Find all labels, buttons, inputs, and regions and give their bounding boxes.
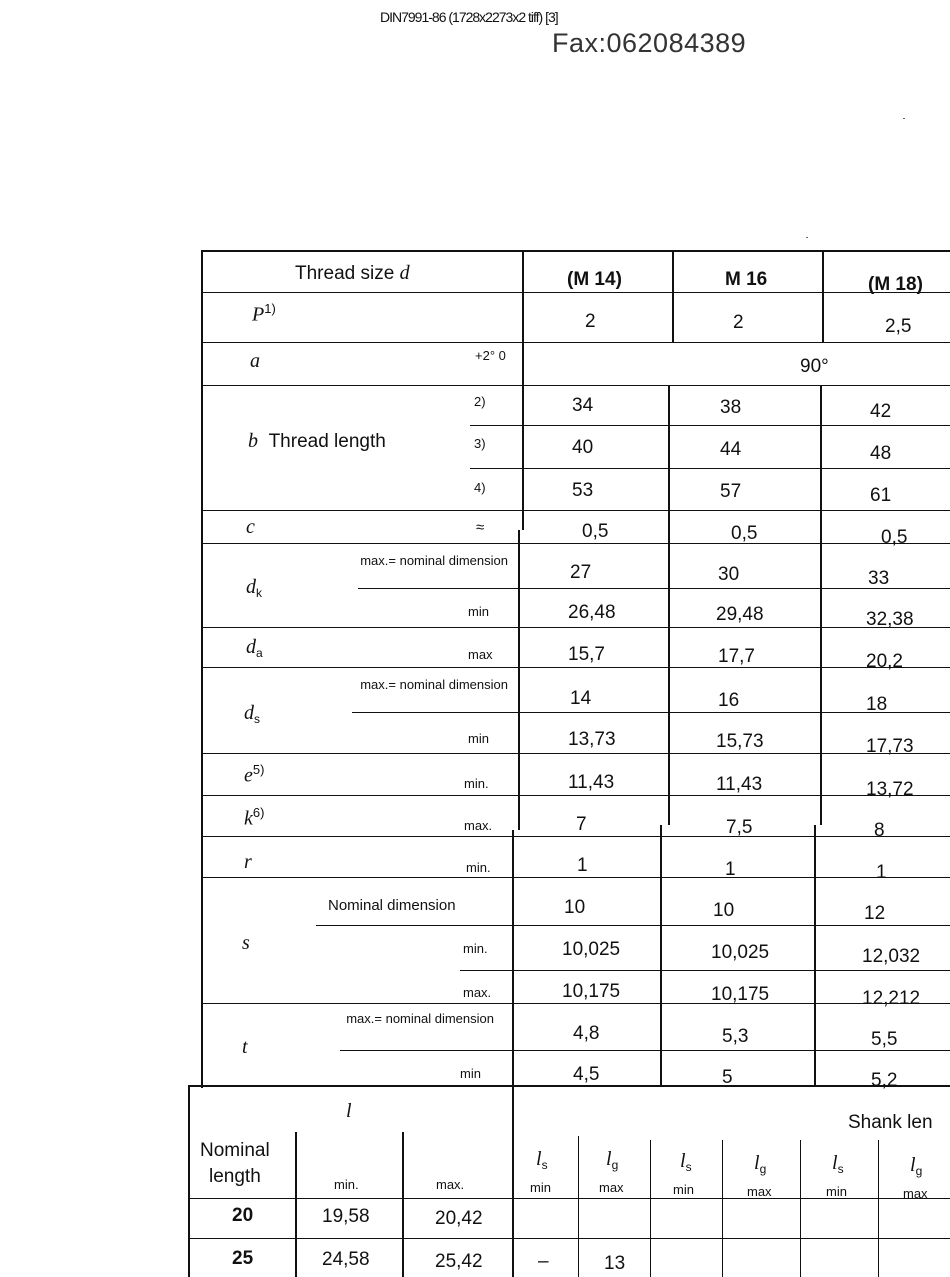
e-value: 11,43 (716, 774, 763, 795)
c-value: 0,5 (582, 521, 609, 542)
c-value: 0,5 (731, 523, 758, 544)
column-header-m18: (M 18) (868, 274, 923, 295)
ls-header: $l_s$ (680, 1150, 692, 1174)
column-divider (800, 1140, 801, 1277)
column-divider (878, 1140, 879, 1277)
length-min-value: 24,58 (322, 1249, 370, 1270)
row-line (316, 925, 950, 926)
s-max-value: 10,175 (711, 984, 770, 1005)
s-min-value: 12,032 (862, 946, 921, 967)
column-divider (518, 530, 520, 830)
thread-length-value: 42 (870, 401, 892, 422)
column-divider (672, 250, 674, 342)
thread-size-header (295, 262, 410, 285)
thread-length-value: 34 (572, 395, 594, 416)
ds-max-value: 14 (570, 688, 592, 709)
ls-header: $l_s$ (832, 1152, 844, 1176)
ds-min-value: 13,73 (568, 729, 616, 750)
t-min-value: 5 (722, 1067, 733, 1088)
nominal-length-value: 25 (232, 1248, 254, 1269)
table-border-top (201, 250, 950, 252)
scan-speck (903, 118, 905, 119)
length-min-label: min. (334, 1177, 359, 1192)
ds-min-qualifier: min (468, 731, 489, 746)
pitch-symbol: $P^{1)}$ (252, 301, 276, 326)
lg-header: $l_g$ (910, 1154, 923, 1178)
column-divider (814, 825, 816, 1087)
thread-length-label: b Thread length (248, 430, 386, 452)
thread-length-note: 3) (474, 436, 486, 451)
s-symbol: s (242, 932, 250, 954)
scan-speck (806, 237, 808, 238)
thread-length-note: 2) (474, 394, 486, 409)
length-max-value: 25,42 (435, 1251, 483, 1272)
table-border-left (201, 250, 203, 1088)
length-max-value: 20,42 (435, 1208, 483, 1229)
t-max-value: 5,3 (722, 1026, 749, 1047)
thread-length-value: 53 (572, 480, 594, 501)
row-line (201, 510, 950, 511)
e-symbol: $e^{5)}$ (244, 762, 265, 787)
r-qualifier: min. (466, 860, 491, 875)
dk-max-value: 27 (570, 562, 592, 583)
lg-header: $l_g$ (754, 1152, 767, 1176)
column-divider (668, 385, 670, 825)
row-line (201, 753, 950, 754)
row-line (470, 468, 950, 469)
da-value: 15,7 (568, 644, 605, 665)
s-nominal-value: 10 (713, 900, 735, 921)
k-qualifier: max. (464, 818, 493, 833)
nominal-length-label: Nominal (200, 1140, 270, 1161)
row-line (201, 543, 950, 544)
shank-length-label: Shank len (848, 1112, 933, 1133)
column-divider (295, 1132, 297, 1277)
ls-qualifier: min (826, 1184, 847, 1199)
dk-max-qualifier: max.= nominal dimension (360, 553, 508, 568)
row-line (201, 292, 950, 293)
dk-min-value: 32,38 (866, 609, 914, 630)
dk-max-value: 30 (718, 564, 740, 585)
s-min-qualifier: min. (463, 941, 488, 956)
ds-symbol: $d_s$ (244, 702, 260, 726)
k-value: 8 (874, 820, 885, 841)
column-divider (660, 825, 662, 1087)
row-line (340, 1050, 950, 1051)
ds-max-qualifier: max.= nominal dimension (360, 677, 508, 692)
pitch-value: 2 (733, 312, 744, 333)
dk-symbol: $d_k$ (246, 576, 262, 600)
column-divider (402, 1132, 404, 1277)
countersink-angle-symbol: a (250, 350, 260, 372)
s-nominal-qualifier: Nominal dimension (328, 897, 456, 914)
ls-header: $l_s$ (536, 1148, 548, 1172)
row-line (201, 1003, 950, 1004)
row-line (188, 1238, 950, 1239)
nominal-length-value: 20 (232, 1205, 254, 1226)
k-value: 7 (576, 814, 587, 835)
t-max-value: 5,5 (871, 1029, 898, 1050)
row-line (201, 836, 950, 837)
dk-min-value: 26,48 (568, 602, 616, 623)
ls-qualifier: min (673, 1182, 694, 1197)
t-symbol: t (242, 1036, 248, 1058)
c-symbol: c (246, 516, 255, 538)
column-header-m14: (M 14) (567, 269, 622, 290)
column-divider (512, 830, 514, 1277)
row-line (201, 342, 950, 343)
k-symbol: $k^{6)}$ (244, 805, 265, 830)
length-symbol: l (346, 1100, 352, 1122)
angle-tolerance: +2° 0 (475, 348, 506, 363)
angle-value: 90° (800, 356, 829, 377)
row-line (470, 425, 950, 426)
lg-qualifier: max (747, 1184, 772, 1199)
row-line (201, 627, 950, 628)
s-min-value: 10,025 (562, 939, 621, 960)
row-line (460, 970, 950, 971)
pitch-value: 2 (585, 311, 596, 332)
row-line (188, 1085, 950, 1087)
ds-max-value: 16 (718, 690, 740, 711)
dk-max-value: 33 (868, 568, 890, 589)
column-divider (820, 385, 822, 825)
t-min-value: 5,2 (871, 1070, 898, 1091)
da-qualifier: max (468, 647, 493, 662)
lg-header: $l_g$ (606, 1148, 619, 1172)
dk-min-qualifier: min (468, 604, 489, 619)
r-value: 1 (577, 855, 588, 876)
dk-min-value: 29,48 (716, 604, 764, 625)
ds-max-value: 18 (866, 694, 888, 715)
da-value: 17,7 (718, 646, 755, 667)
row-line (352, 712, 950, 713)
row-line (201, 877, 950, 878)
table-border-left-lower (188, 1085, 190, 1277)
length-max-label: max. (436, 1177, 465, 1192)
nominal-length-label: length (209, 1166, 261, 1187)
thread-length-value: 57 (720, 481, 742, 502)
t-min-qualifier: min (460, 1066, 481, 1081)
t-min-value: 4,5 (573, 1064, 600, 1085)
s-max-value: 12,212 (862, 988, 921, 1009)
lg-value: 13 (604, 1253, 626, 1274)
s-min-value: 10,025 (711, 942, 770, 963)
fax-number: Fax:062084389 (552, 28, 747, 58)
row-line (358, 588, 950, 589)
thread-length-value: 40 (572, 437, 594, 458)
ds-min-value: 17,73 (866, 736, 914, 757)
column-divider (722, 1140, 723, 1277)
k-value: 7,5 (726, 817, 753, 838)
ds-min-value: 15,73 (716, 731, 764, 752)
thread-size-label: Thread size (295, 263, 395, 284)
ls-value: – (538, 1251, 549, 1272)
row-line (201, 667, 950, 668)
s-max-qualifier: max. (463, 985, 492, 1000)
column-header-m16: M 16 (725, 269, 768, 290)
pitch-value: 2,5 (885, 316, 912, 337)
s-nominal-value: 12 (864, 903, 886, 924)
da-symbol: $d_a$ (246, 636, 263, 660)
thread-length-value: 48 (870, 443, 892, 464)
t-max-value: 4,8 (573, 1023, 600, 1044)
column-divider (822, 250, 824, 342)
c-qualifier: ≈ (476, 519, 485, 536)
da-value: 20,2 (866, 651, 903, 672)
thread-size-symbol: d (399, 262, 410, 284)
t-max-qualifier: max.= nominal dimension (346, 1011, 494, 1026)
s-max-value: 10,175 (562, 981, 621, 1002)
length-min-value: 19,58 (322, 1206, 370, 1227)
e-value: 13,72 (866, 779, 914, 800)
thread-length-note: 4) (474, 480, 486, 495)
e-qualifier: min. (464, 776, 489, 791)
c-value: 0,5 (881, 527, 908, 548)
r-value: 1 (725, 859, 736, 880)
lg-qualifier: max (903, 1186, 928, 1201)
thread-length-value: 61 (870, 485, 892, 506)
e-value: 11,43 (568, 772, 615, 793)
ls-qualifier: min (530, 1180, 551, 1195)
column-divider (650, 1140, 651, 1277)
row-line (201, 795, 950, 796)
document-header: DIN7991-86 (1728x2273x2 tiff) [3] (380, 9, 558, 25)
thread-length-value: 44 (720, 439, 742, 460)
thread-length-value: 38 (720, 397, 742, 418)
r-symbol: r (244, 851, 252, 873)
lg-qualifier: max (599, 1180, 624, 1195)
column-divider (578, 1136, 579, 1277)
row-line (201, 385, 950, 386)
s-nominal-value: 10 (564, 897, 586, 918)
r-value: 1 (876, 862, 887, 883)
